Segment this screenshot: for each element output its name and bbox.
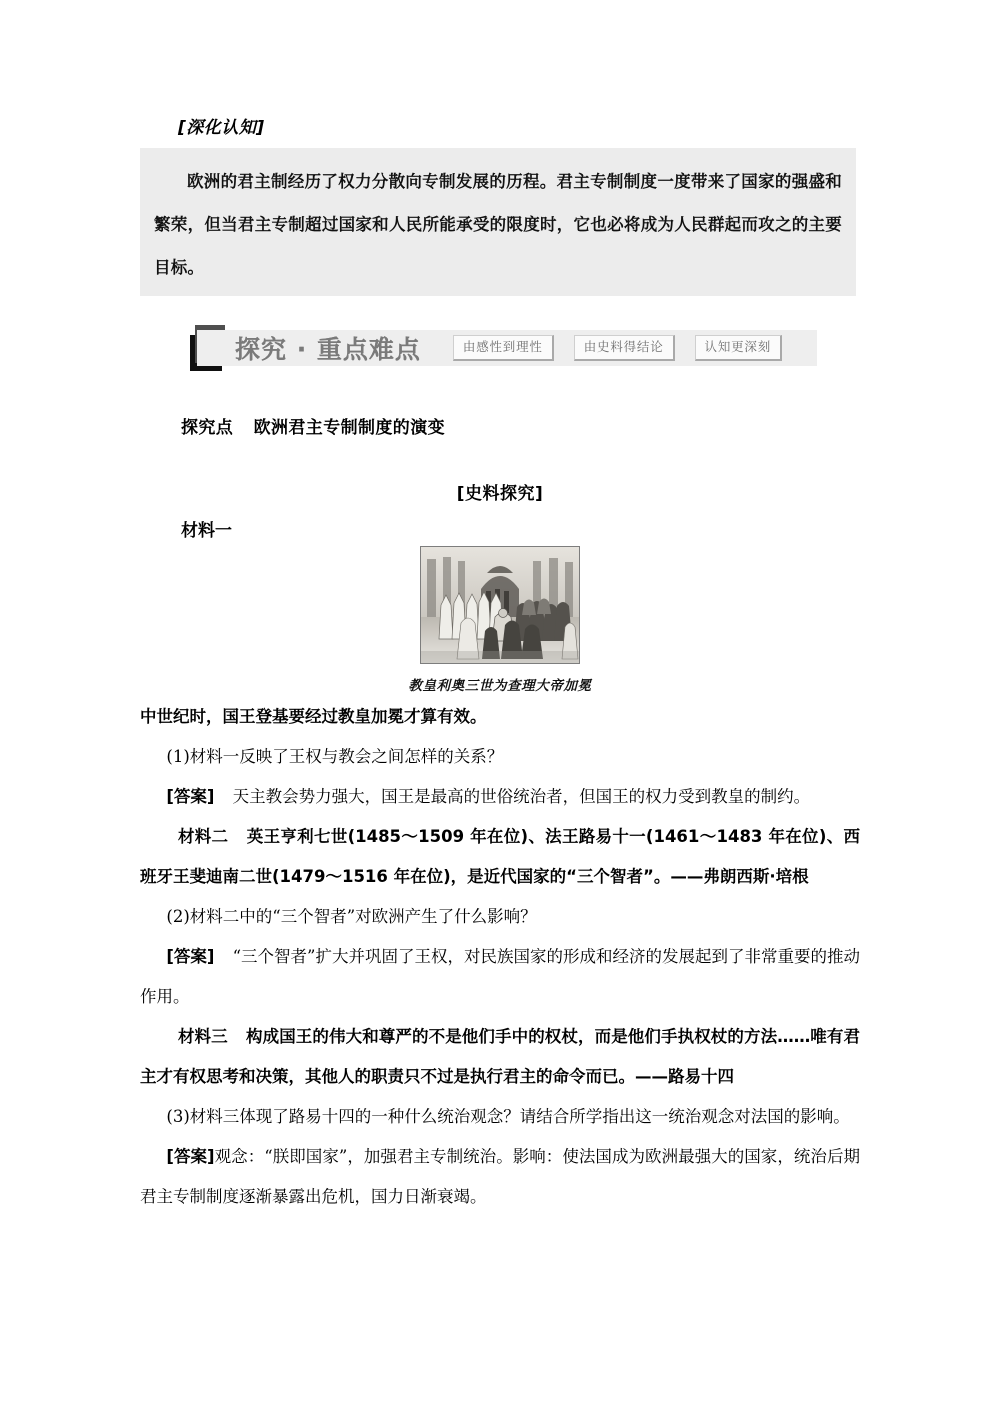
deepen-cognition-label: [深化认知]	[178, 118, 265, 138]
explore-point-label: 探究点	[181, 418, 234, 438]
material-three-label: 材料三	[177, 1027, 228, 1046]
section-tag-group	[453, 335, 782, 361]
figure-caption: 教皇利奥三世为查理大帝加冕	[408, 678, 592, 694]
figure-block	[0, 546, 1000, 694]
coronation-illustration-svg	[421, 547, 579, 663]
question-1: (1)材料一反映了王权与教会之间怎样的关系？	[166, 747, 504, 766]
material-three-source: ——路易十四	[635, 1067, 734, 1086]
coronation-illustration	[420, 546, 580, 664]
material-two-source: ——弗朗西斯·培根	[670, 867, 809, 886]
answer-1-text: 天主教会势力强大，国王是最高的世俗统治者，但国王的权力受到教皇的制约。	[232, 787, 811, 806]
section-title: 探究 · 重点难点	[235, 330, 421, 366]
historical-sources-heading: [史料探究]	[456, 484, 544, 504]
tag-button-perception-to-reason[interactable]: 由感性到理性	[453, 335, 554, 361]
answer-2-text: “三个智者”扩大并巩固了王权，对民族国家的形成和经济的发展起到了非常重要的推动作用。	[140, 947, 860, 1006]
question-3: (3)材料三体现了路易十四的一种什么统治观念？请结合所学指出这一统治观念对法国的影响。	[166, 1107, 850, 1126]
answer-1	[140, 777, 860, 817]
explore-point-line	[181, 413, 445, 438]
material-three-block	[140, 1017, 860, 1097]
content-flow	[140, 697, 860, 1217]
section-header-bar	[197, 330, 817, 366]
deepen-cognition-box	[140, 148, 856, 296]
answer-1-tag: [答案]	[166, 787, 215, 806]
tag-button-deeper-cognition[interactable]: 认知更深刻	[695, 335, 783, 361]
answer-3	[140, 1137, 860, 1217]
answer-2-tag: [答案]	[166, 947, 215, 966]
material-two-block	[140, 817, 860, 897]
deepen-cognition-text: 欧洲的君主制经历了权力分散向专制发展的历程。君主专制制度一度带来了国家的强盛和繁荣，但当君主专制超过国家和人民所能承受的限度时，它也必将成为人民群起而攻之的主要目标。	[154, 172, 842, 277]
answer-3-text: 观念：“朕即国家”，加强君主专制统治。影响：使法国成为欧洲最强大的国家，统治后期君主专制制度逐渐暴露出危机，国力日渐衰竭。	[140, 1147, 860, 1206]
material-three-text: 构成国王的伟大和尊严的不是他们手中的权杖，而是他们手执权杖的方法……唯有君主才有权思考和决策，其他人的职责只不过是执行君主的命令而已。	[140, 1027, 861, 1086]
material-one-statement: 中世纪时，国王登基要经过教皇加冕才算有效。	[140, 707, 487, 726]
tag-button-conclusion-from-sources[interactable]: 由史料得结论	[574, 335, 675, 361]
material-two-label: 材料二	[177, 827, 229, 846]
material-one-label: 材料一	[181, 521, 232, 541]
material-two-text: 英王亨利七世(1485～1509 年在位)、法王路易十一(1461～1483 年在位)、西班牙王斐迪南二世(1479～1516 年在位)，是近代国家的“三个智者”。	[140, 827, 860, 886]
answer-3-tag: [答案]	[166, 1147, 215, 1166]
explore-point-topic: 欧洲君主专制制度的演变	[253, 418, 445, 438]
answer-2	[140, 937, 860, 1017]
question-2: (2)材料二中的“三个智者”对欧洲产生了什么影响？	[166, 907, 537, 926]
